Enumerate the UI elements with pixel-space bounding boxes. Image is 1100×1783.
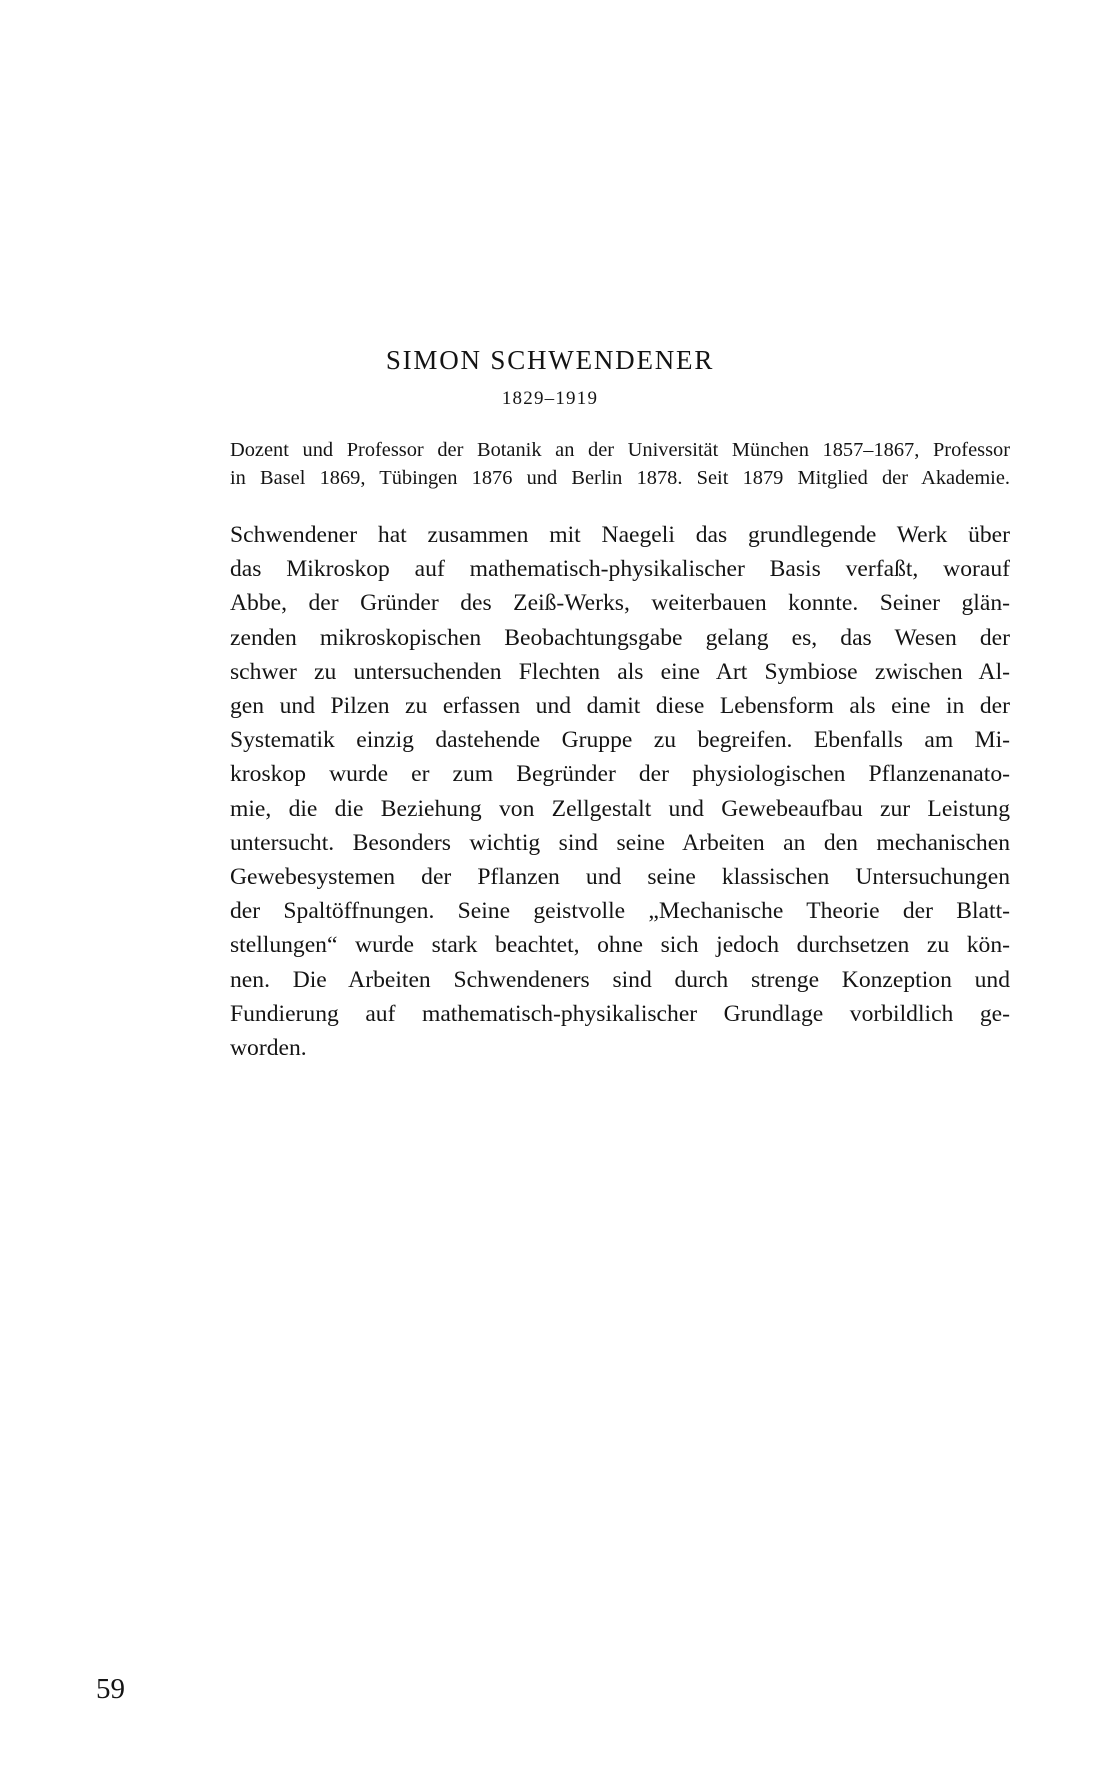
biography-paragraph: [230, 518, 1010, 1065]
paragraph-line: nen. Die Arbeiten Schwendeners sind durch strenge Konzeption und: [230, 966, 1010, 993]
paragraph-line: Systematik einzig dastehende Gruppe zu begreifen. Ebenfalls am Mi-: [230, 727, 1010, 754]
paragraph-line: Gewebesystemen der Pflanzen und seine klassischen Untersuchungen: [230, 864, 1010, 891]
paragraph-line: Abbe, der Gründer des Zeiß-Werks, weiterbauen konnte. Seiner glän-: [230, 590, 1010, 617]
paragraph-line: untersucht. Besonders wichtig sind seine Arbeiten an den mechanischen: [230, 829, 1010, 856]
paragraph-line: zenden mikroskopischen Beobachtungsgabe gelang es, das Wesen der: [230, 624, 1010, 651]
career-line: in Basel 1869, Tübingen 1876 und Berlin 1878. Seit 1879 Mitglied der Akademie.: [230, 467, 1010, 489]
biography-name-heading: SIMON SCHWENDENER: [385, 345, 715, 375]
paragraph-line: stellungen“ wurde stark beachtet, ohne sich jedoch durchsetzen zu kön-: [230, 932, 1010, 959]
paragraph-line: schwer zu untersuchenden Flechten als eine Art Symbiose zwischen Al-: [230, 658, 1010, 685]
paragraph-line: kroskop wurde er zum Begründer der physiologischen Pflanzenanato-: [230, 761, 1010, 788]
paragraph-line: gen und Pilzen zu erfassen und damit diese Lebensform als eine in der: [230, 693, 1010, 720]
paragraph-line: das Mikroskop auf mathematisch-physikalischer Basis verfaßt, worauf: [230, 556, 1010, 583]
paragraph-line: Fundierung auf mathematisch-physikalischer Grundlage vorbildlich ge-: [230, 1000, 1010, 1027]
career-summary: [230, 436, 1010, 492]
page-number: 59: [96, 1673, 125, 1705]
paragraph-line: Schwendener hat zusammen mit Naegeli das grundlegende Werk über: [230, 522, 1010, 548]
paragraph-line: worden.: [230, 1035, 307, 1062]
career-line: Dozent und Professor der Botanik an der Universität München 1857–1867, Professor: [230, 439, 1010, 461]
paragraph-line: mie, die die Beziehung von Zellgestalt und Gewebeaufbau zur Leistung: [230, 795, 1010, 822]
paragraph-line: der Spaltöffnungen. Seine geistvolle „Mechanische Theorie der Blatt-: [230, 898, 1010, 925]
life-years: 1829–1919: [501, 388, 599, 409]
